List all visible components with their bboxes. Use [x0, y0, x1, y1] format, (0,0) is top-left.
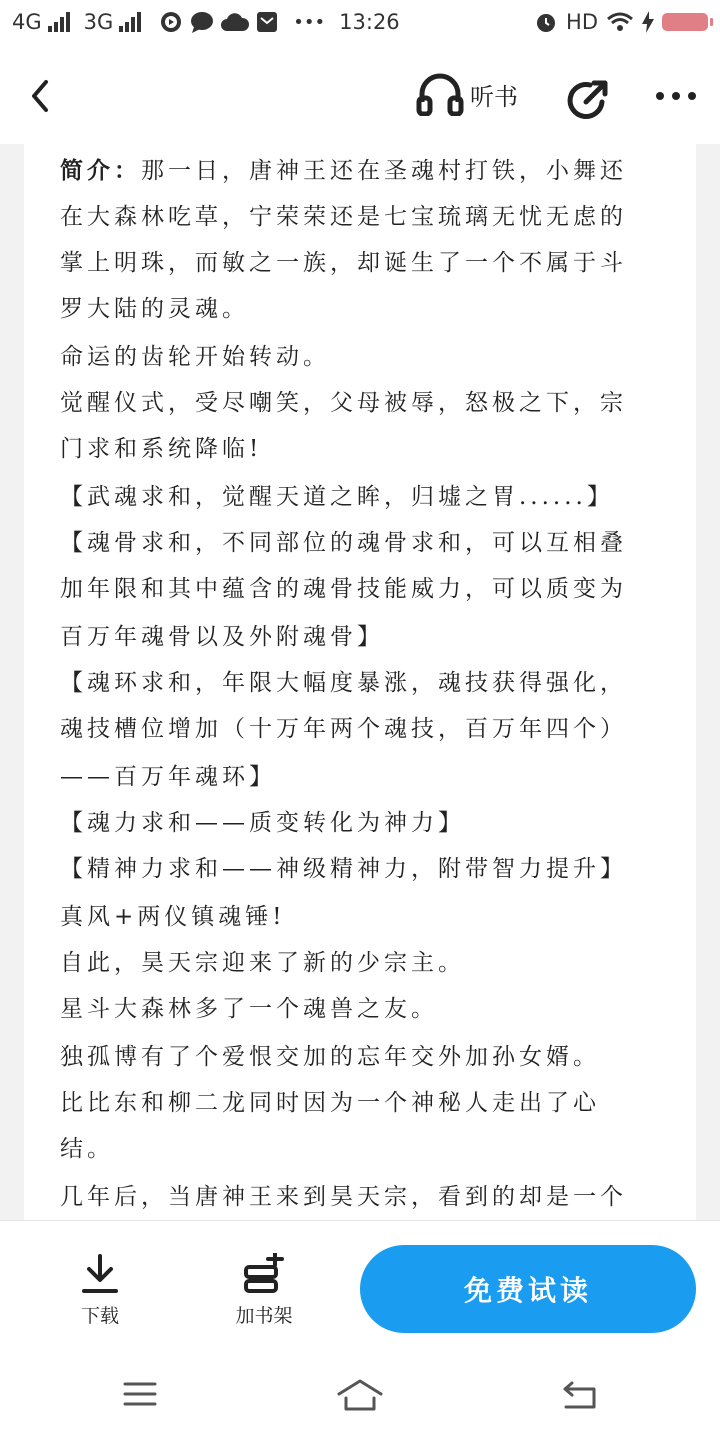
intro-line: 掌上明珠，而敏之一族，却诞生了一个不属于斗	[60, 250, 627, 276]
media-icon	[159, 10, 183, 34]
intro-line: 魂技槽位增加（十万年两个魂技，百万年四个）	[60, 716, 627, 742]
intro-line: 觉醒仪式，受尽嘲笑，父母被辱，怒极之下，宗	[60, 390, 627, 416]
intro-line: ——百万年魂环】	[60, 764, 276, 790]
intro-card	[24, 144, 696, 1220]
wifi-icon	[606, 11, 634, 33]
status-left	[12, 10, 400, 34]
intro-line: 罗大陆的灵魂。	[60, 296, 249, 322]
hd-label: HD	[566, 10, 598, 34]
shelf-label: 加书架	[235, 1305, 293, 1327]
add-to-shelf-button[interactable]	[224, 1253, 304, 1328]
system-nav-bar	[0, 1348, 720, 1440]
alarm-icon	[534, 10, 558, 34]
top-app-bar	[0, 46, 720, 144]
intro-line: 在大森林吃草，宁荣荣还是七宝琉璃无忧无虑的	[60, 204, 627, 230]
cta-label: 免费试读	[463, 1274, 592, 1307]
intro-prefix: 简介：	[60, 157, 141, 184]
intro-line: 【精神力求和——神级精神力，附带智力提升】	[60, 856, 627, 882]
status-bar	[0, 0, 720, 46]
network-4g-label: 4G	[12, 10, 42, 34]
more-status-dots: •••	[293, 11, 326, 33]
intro-line: 命运的齿轮开始转动。	[60, 344, 330, 370]
menu-icon[interactable]	[122, 1380, 158, 1408]
mail-icon	[255, 10, 279, 34]
network-3g-label: 3G	[83, 10, 114, 34]
cloud-icon	[221, 11, 249, 33]
charging-icon	[642, 11, 654, 33]
download-button[interactable]	[72, 1253, 128, 1328]
battery-icon	[662, 13, 708, 31]
intro-line: 比比东和柳二龙同时因为一个神秘人走出了心	[60, 1090, 600, 1116]
chat-icon	[189, 10, 215, 34]
status-right	[534, 10, 708, 34]
download-label: 下载	[80, 1305, 119, 1327]
intro-line: 自此，昊天宗迎来了新的少宗主。	[60, 950, 465, 976]
intro-line: 【武魂求和，觉醒天道之眸，归墟之胃......】	[60, 484, 614, 510]
status-time: 13:26	[339, 10, 400, 34]
back-icon[interactable]	[560, 1380, 598, 1410]
signal-icon-2	[119, 12, 141, 32]
bottom-action-bar	[0, 1220, 720, 1349]
intro-line: 百万年魂骨以及外附魂骨】	[60, 624, 384, 650]
intro-line: 几年后，当唐神王来到昊天宗，看到的却是一个	[60, 1184, 627, 1210]
share-icon[interactable]	[566, 78, 610, 122]
listen-label: 听书	[470, 82, 518, 111]
intro-line: 真风+两仪镇魂锤!	[60, 904, 286, 930]
intro-line: 加年限和其中蕴含的魂骨技能威力，可以质变为	[60, 576, 627, 602]
download-icon	[80, 1253, 120, 1295]
intro-line: 门求和系统降临!	[60, 436, 263, 462]
home-icon[interactable]	[336, 1378, 384, 1412]
listen-button[interactable]	[416, 72, 518, 116]
intro-line: 星斗大森林多了一个魂兽之友。	[60, 996, 438, 1022]
intro-line: 【魂力求和——质变转化为神力】	[60, 810, 465, 836]
intro-line: 【魂骨求和，不同部位的魂骨求和，可以互相叠	[60, 530, 627, 556]
intro-line: 独孤博有了个爱恨交加的忘年交外加孙女婿。	[60, 1044, 600, 1070]
intro-line: 结。	[60, 1136, 114, 1162]
bookshelf-add-icon	[242, 1253, 286, 1295]
more-icon[interactable]	[654, 86, 698, 106]
free-trial-read-button[interactable]	[360, 1245, 696, 1333]
headphones-icon	[416, 72, 464, 116]
signal-icon	[48, 12, 70, 32]
intro-line: 简介：那一日，唐神王还在圣魂村打铁，小舞还	[60, 157, 627, 184]
chevron-left-icon[interactable]	[22, 76, 62, 116]
intro-line: 【魂环求和，年限大幅度暴涨，魂技获得强化，	[60, 670, 627, 696]
